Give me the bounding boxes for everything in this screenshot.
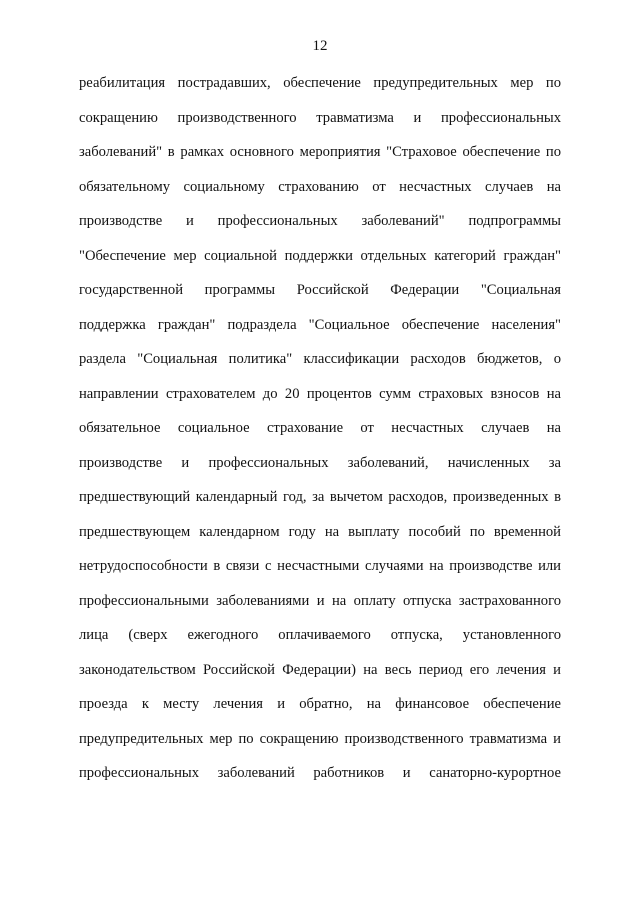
text-line: нетрудоспособности в связи с несчастными случаями на производстве или	[79, 558, 561, 574]
text-line: "Обеспечение мер социальной поддержки отдельных категорий граждан"	[79, 247, 561, 264]
text-line: обязательное социальное страхование от несчастных случаев на	[79, 420, 561, 436]
text-line: предшествующем календарном году на выплату пособий по временной	[79, 523, 561, 540]
text-line: обязательному социальному страхованию от несчастных случаев на	[79, 178, 561, 195]
text-line: поддержка граждан" подраздела "Социальное обеспечение населения"	[79, 316, 561, 333]
text-line: предупредительных мер по сокращению производственного травматизма и	[79, 730, 561, 747]
text-line: раздела "Социальная политика" классификации расходов бюджетов, о	[79, 351, 561, 367]
text-line: законодательством Российской Федерации) на весь период его лечения и	[79, 661, 561, 678]
text-line: лица (сверх ежегодного оплачиваемого отпуска, установленного	[79, 627, 561, 643]
text-line: сокращению производственного травматизма и профессиональных	[79, 109, 561, 126]
text-line: государственной программы Российской Федерации "Социальная	[79, 282, 561, 298]
text-line: реабилитация пострадавших, обеспечение предупредительных мер по	[79, 75, 561, 91]
text-line: профессиональными заболеваниями и на оплату отпуска застрахованного	[79, 592, 561, 609]
text-line: заболеваний" в рамках основного мероприятия "Страховое обеспечение по	[79, 144, 561, 160]
text-line: направлении страхователем до 20 процентов сумм страховых взносов на	[79, 385, 561, 402]
text-line: проезда к месту лечения и обратно, на финансовое обеспечение	[79, 696, 561, 712]
body-text	[79, 74, 561, 799]
text-line: профессиональных заболеваний работников и санаторно-курортное	[79, 765, 561, 781]
text-line: предшествующий календарный год, за вычетом расходов, произведенных в	[79, 489, 561, 505]
page-number: 12	[312, 38, 328, 54]
text-line: производстве и профессиональных заболеваний" подпрограммы	[79, 213, 561, 229]
text-line: производстве и профессиональных заболеваний, начисленных за	[79, 454, 561, 471]
